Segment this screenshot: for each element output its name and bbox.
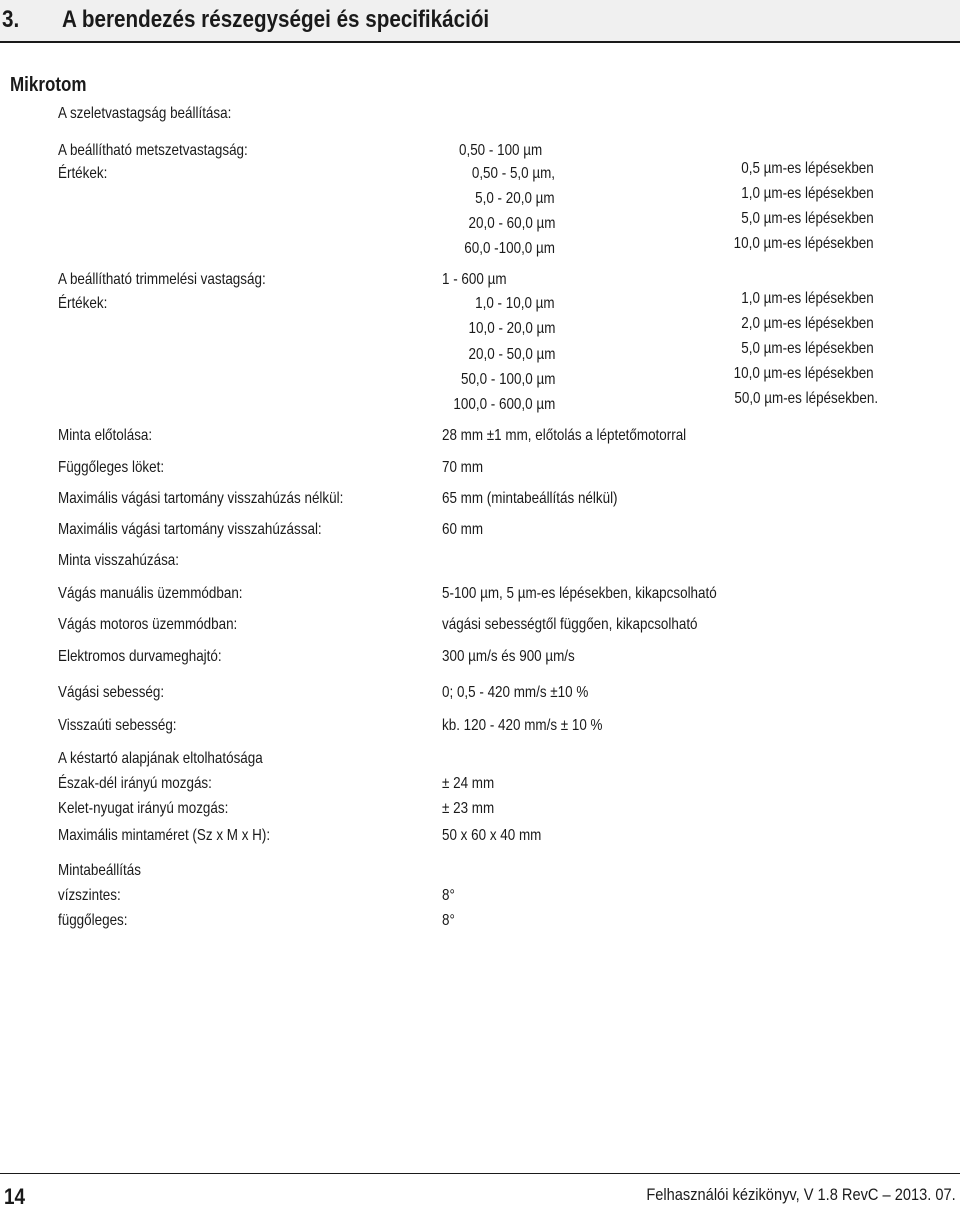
slice-row: 5,0 - 20,0 µm [475,190,555,207]
spec-value: 300 µm/s és 900 µm/s [442,648,575,665]
orientation-heading: Mintabeállítás [58,862,141,879]
orientation-value: 8° [442,912,455,929]
slice-step: 1,0 µm-es lépésekben [741,185,874,202]
trim-step: 2,0 µm-es lépésekben [741,315,874,332]
spec-value: kb. 120 - 420 mm/s ± 10 % [442,717,603,734]
spec-value: 60 mm [442,521,484,538]
knife-label: Észak-dél irányú mozgás: [58,775,212,792]
knife-label: Maximális mintaméret (Sz x M x H): [58,827,271,844]
spec-label: Maximális vágási tartomány visszahúzással: [58,521,322,538]
orientation-label: vízszintes: [58,887,121,904]
slice-step: 5,0 µm-es lépésekben [741,210,874,227]
spec-value: 70 mm [442,459,484,476]
spec-value: 28 mm ±1 mm, előtolás a léptetőmotorral [442,427,687,444]
header-rule [0,41,960,43]
page-header [0,0,960,41]
footer-rule [0,1173,960,1174]
trim-row: 50,0 - 100,0 µm [460,371,555,388]
trim-range: 1 - 600 µm [442,271,507,288]
spec-label: Vágás motoros üzemmódban: [58,616,238,633]
trim-row: 20,0 - 50,0 µm [468,346,555,363]
slice-row: 60,0 -100,0 µm [464,240,555,257]
trim-row: 1,0 - 10,0 µm [475,295,555,312]
slice-label: A beállítható metszetvastagság: [58,142,248,159]
knife-label: Kelet-nyugat irányú mozgás: [58,800,229,817]
chapter-title: A berendezés részegységei és specifikációi [62,6,490,33]
slice-values-label: Értékek: [58,165,108,182]
spec-label: Elektromos durvameghajtó: [58,648,222,665]
trim-step: 1,0 µm-es lépésekben [741,290,874,307]
spec-label: Minta előtolása: [58,427,153,444]
spec-value: 0; 0,5 - 420 mm/s ±10 % [442,684,589,701]
slice-step: 0,5 µm-es lépésekben [741,160,874,177]
spec-label: Vágási sebesség: [58,684,165,701]
spec-label: Minta visszahúzása: [58,552,180,569]
spec-label: Maximális vágási tartomány visszahúzás nélkül: [58,490,344,507]
spec-label: Visszaúti sebesség: [58,717,177,734]
spec-value: 65 mm (mintabeállítás nélkül) [442,490,618,507]
spec-value: vágási sebességtől függően, kikapcsolható [442,616,698,633]
trim-label: A beállítható trimmelési vastagság: [58,271,266,288]
spec-value: 5-100 µm, 5 µm-es lépésekben, kikapcsolható [442,585,717,602]
spec-label: Vágás manuális üzemmódban: [58,585,243,602]
knife-value: 50 x 60 x 40 mm [442,827,542,844]
page-number: 14 [4,1184,26,1209]
knife-value: ± 24 mm [442,775,495,792]
orientation-label: függőleges: [58,912,128,929]
knife-heading: A késtartó alapjának eltolhatósága [58,750,263,767]
subheading: A szeletvastagság beállítása: [58,105,232,122]
trim-step: 50,0 µm-es lépésekben. [734,390,878,407]
footer-text: Felhasználói kézikönyv, V 1.8 RevC – 2013. 07. [646,1185,956,1204]
trim-row: 10,0 - 20,0 µm [468,320,555,337]
trim-row: 100,0 - 600,0 µm [453,396,555,413]
orientation-value: 8° [442,887,455,904]
knife-value: ± 23 mm [442,800,495,817]
chapter-number: 3. [2,6,20,33]
slice-row: 20,0 - 60,0 µm [468,215,555,232]
trim-values-label: Értékek: [58,295,108,312]
trim-step: 5,0 µm-es lépésekben [741,340,874,357]
spec-label: Függőleges löket: [58,459,165,476]
section-title: Mikrotom [10,74,87,96]
trim-step: 10,0 µm-es lépésekben [734,365,874,382]
slice-range: 0,50 - 100 µm [459,142,543,159]
slice-step: 10,0 µm-es lépésekben [734,235,874,252]
slice-row: 0,50 - 5,0 µm, [471,165,555,182]
